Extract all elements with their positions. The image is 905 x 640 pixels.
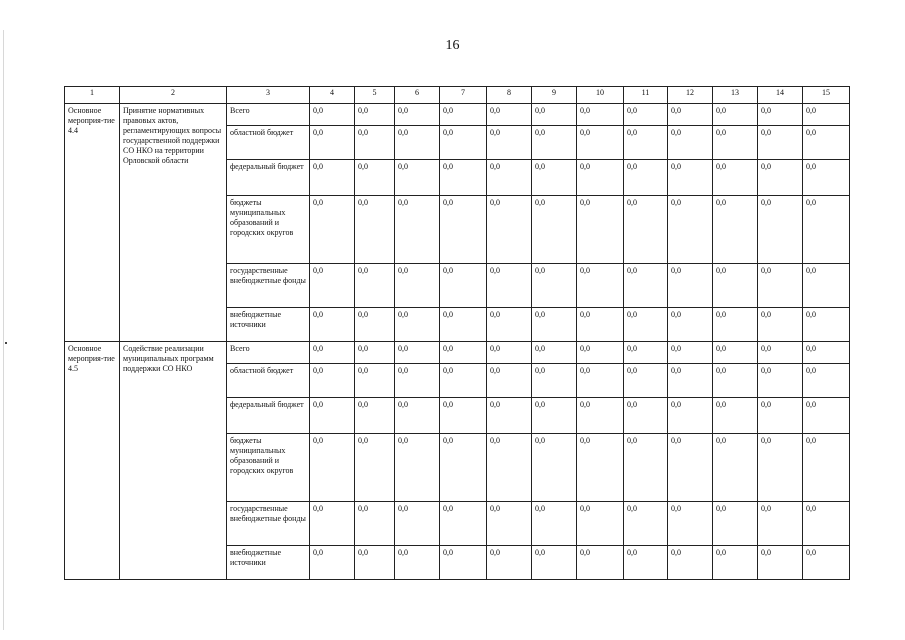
value-cell: 0,0 bbox=[577, 502, 624, 546]
value-cell: 0,0 bbox=[668, 264, 713, 308]
value-cell: 0,0 bbox=[487, 160, 532, 196]
value-cell: 0,0 bbox=[487, 126, 532, 160]
value-cell: 0,0 bbox=[310, 126, 355, 160]
value-cell: 0,0 bbox=[310, 502, 355, 546]
value-cell: 0,0 bbox=[487, 342, 532, 364]
funding-source-cell: бюджеты муниципальных образований и городских округов bbox=[227, 196, 310, 264]
value-cell: 0,0 bbox=[487, 264, 532, 308]
column-number-header: 14 bbox=[758, 87, 803, 104]
column-number-header: 1 bbox=[65, 87, 120, 104]
value-cell: 0,0 bbox=[487, 398, 532, 434]
column-number-header: 5 bbox=[355, 87, 395, 104]
value-cell: 0,0 bbox=[395, 364, 440, 398]
value-cell: 0,0 bbox=[487, 196, 532, 264]
funding-source-cell: федеральный бюджет bbox=[227, 398, 310, 434]
funding-source-cell: бюджеты муниципальных образований и городских округов bbox=[227, 434, 310, 502]
value-cell: 0,0 bbox=[713, 434, 758, 502]
value-cell: 0,0 bbox=[487, 434, 532, 502]
value-cell: 0,0 bbox=[758, 546, 803, 580]
value-cell: 0,0 bbox=[487, 546, 532, 580]
value-cell: 0,0 bbox=[577, 546, 624, 580]
funding-source-cell: федеральный бюджет bbox=[227, 160, 310, 196]
value-cell: 0,0 bbox=[803, 398, 850, 434]
value-cell: 0,0 bbox=[758, 160, 803, 196]
value-cell: 0,0 bbox=[668, 160, 713, 196]
activity-name-cell: Содействие реализации муниципальных программ поддержки СО НКО bbox=[120, 342, 227, 580]
value-cell: 0,0 bbox=[668, 398, 713, 434]
value-cell: 0,0 bbox=[624, 196, 668, 264]
budget-table bbox=[64, 86, 850, 580]
value-cell: 0,0 bbox=[532, 502, 577, 546]
value-cell: 0,0 bbox=[758, 502, 803, 546]
value-cell: 0,0 bbox=[487, 364, 532, 398]
value-cell: 0,0 bbox=[440, 264, 487, 308]
column-number-header: 13 bbox=[713, 87, 758, 104]
value-cell: 0,0 bbox=[395, 196, 440, 264]
value-cell: 0,0 bbox=[713, 308, 758, 342]
value-cell: 0,0 bbox=[577, 342, 624, 364]
value-cell: 0,0 bbox=[532, 434, 577, 502]
value-cell: 0,0 bbox=[355, 308, 395, 342]
funding-source-cell: Всего bbox=[227, 104, 310, 126]
value-cell: 0,0 bbox=[803, 196, 850, 264]
value-cell: 0,0 bbox=[713, 502, 758, 546]
value-cell: 0,0 bbox=[624, 546, 668, 580]
value-cell: 0,0 bbox=[440, 126, 487, 160]
column-number-header: 4 bbox=[310, 87, 355, 104]
value-cell: 0,0 bbox=[532, 160, 577, 196]
value-cell: 0,0 bbox=[355, 104, 395, 126]
value-cell: 0,0 bbox=[310, 364, 355, 398]
value-cell: 0,0 bbox=[355, 342, 395, 364]
value-cell: 0,0 bbox=[440, 160, 487, 196]
funding-source-cell: внебюджетные источники bbox=[227, 308, 310, 342]
column-number-header: 11 bbox=[624, 87, 668, 104]
value-cell: 0,0 bbox=[310, 398, 355, 434]
value-cell: 0,0 bbox=[355, 434, 395, 502]
value-cell: 0,0 bbox=[758, 342, 803, 364]
value-cell: 0,0 bbox=[713, 160, 758, 196]
column-number-header: 10 bbox=[577, 87, 624, 104]
value-cell: 0,0 bbox=[713, 104, 758, 126]
value-cell: 0,0 bbox=[577, 398, 624, 434]
value-cell: 0,0 bbox=[803, 364, 850, 398]
funding-source-cell: государственные внебюджетные фонды bbox=[227, 264, 310, 308]
value-cell: 0,0 bbox=[624, 502, 668, 546]
value-cell: 0,0 bbox=[668, 502, 713, 546]
activity-name-cell: Принятие нормативных правовых актов, регламентирующих вопросы государственной поддержки СО НКО на территории Орловской области bbox=[120, 104, 227, 342]
value-cell: 0,0 bbox=[532, 342, 577, 364]
value-cell: 0,0 bbox=[487, 104, 532, 126]
value-cell: 0,0 bbox=[577, 160, 624, 196]
column-number-header: 8 bbox=[487, 87, 532, 104]
value-cell: 0,0 bbox=[532, 364, 577, 398]
value-cell: 0,0 bbox=[532, 398, 577, 434]
value-cell: 0,0 bbox=[487, 502, 532, 546]
value-cell: 0,0 bbox=[440, 308, 487, 342]
activity-code-cell: Основное мероприя-тие 4.5 bbox=[65, 342, 120, 580]
value-cell: 0,0 bbox=[577, 196, 624, 264]
value-cell: 0,0 bbox=[355, 264, 395, 308]
funding-source-cell: Всего bbox=[227, 342, 310, 364]
value-cell: 0,0 bbox=[577, 264, 624, 308]
value-cell: 0,0 bbox=[310, 160, 355, 196]
value-cell: 0,0 bbox=[487, 308, 532, 342]
table-row bbox=[65, 342, 850, 364]
value-cell: 0,0 bbox=[668, 546, 713, 580]
value-cell: 0,0 bbox=[803, 546, 850, 580]
value-cell: 0,0 bbox=[803, 502, 850, 546]
value-cell: 0,0 bbox=[668, 126, 713, 160]
value-cell: 0,0 bbox=[803, 104, 850, 126]
value-cell: 0,0 bbox=[758, 398, 803, 434]
value-cell: 0,0 bbox=[310, 104, 355, 126]
value-cell: 0,0 bbox=[713, 196, 758, 264]
value-cell: 0,0 bbox=[803, 126, 850, 160]
funding-source-cell: областной бюджет bbox=[227, 364, 310, 398]
value-cell: 0,0 bbox=[395, 160, 440, 196]
value-cell: 0,0 bbox=[532, 126, 577, 160]
activity-code-cell: Основное мероприя-тие 4.4 bbox=[65, 104, 120, 342]
column-number-header: 7 bbox=[440, 87, 487, 104]
funding-source-cell: внебюджетные источники bbox=[227, 546, 310, 580]
value-cell: 0,0 bbox=[803, 264, 850, 308]
value-cell: 0,0 bbox=[355, 160, 395, 196]
value-cell: 0,0 bbox=[395, 342, 440, 364]
value-cell: 0,0 bbox=[668, 364, 713, 398]
value-cell: 0,0 bbox=[624, 126, 668, 160]
value-cell: 0,0 bbox=[624, 308, 668, 342]
value-cell: 0,0 bbox=[668, 104, 713, 126]
value-cell: 0,0 bbox=[713, 546, 758, 580]
value-cell: 0,0 bbox=[395, 502, 440, 546]
table-row bbox=[65, 104, 850, 126]
column-number-header: 12 bbox=[668, 87, 713, 104]
value-cell: 0,0 bbox=[577, 104, 624, 126]
value-cell: 0,0 bbox=[440, 342, 487, 364]
value-cell: 0,0 bbox=[355, 546, 395, 580]
value-cell: 0,0 bbox=[440, 364, 487, 398]
scan-mark bbox=[5, 342, 7, 344]
value-cell: 0,0 bbox=[355, 398, 395, 434]
value-cell: 0,0 bbox=[395, 546, 440, 580]
value-cell: 0,0 bbox=[803, 434, 850, 502]
value-cell: 0,0 bbox=[440, 546, 487, 580]
value-cell: 0,0 bbox=[624, 434, 668, 502]
column-number-header: 6 bbox=[395, 87, 440, 104]
value-cell: 0,0 bbox=[310, 196, 355, 264]
value-cell: 0,0 bbox=[758, 364, 803, 398]
value-cell: 0,0 bbox=[758, 104, 803, 126]
value-cell: 0,0 bbox=[532, 104, 577, 126]
value-cell: 0,0 bbox=[440, 196, 487, 264]
value-cell: 0,0 bbox=[395, 126, 440, 160]
page-number: 16 bbox=[445, 38, 460, 53]
value-cell: 0,0 bbox=[758, 196, 803, 264]
value-cell: 0,0 bbox=[577, 364, 624, 398]
value-cell: 0,0 bbox=[624, 264, 668, 308]
value-cell: 0,0 bbox=[577, 434, 624, 502]
value-cell: 0,0 bbox=[624, 160, 668, 196]
value-cell: 0,0 bbox=[532, 196, 577, 264]
value-cell: 0,0 bbox=[803, 342, 850, 364]
value-cell: 0,0 bbox=[758, 264, 803, 308]
value-cell: 0,0 bbox=[713, 264, 758, 308]
value-cell: 0,0 bbox=[577, 126, 624, 160]
value-cell: 0,0 bbox=[310, 308, 355, 342]
value-cell: 0,0 bbox=[713, 126, 758, 160]
value-cell: 0,0 bbox=[758, 126, 803, 160]
value-cell: 0,0 bbox=[395, 398, 440, 434]
value-cell: 0,0 bbox=[440, 502, 487, 546]
value-cell: 0,0 bbox=[624, 398, 668, 434]
value-cell: 0,0 bbox=[532, 546, 577, 580]
value-cell: 0,0 bbox=[713, 398, 758, 434]
value-cell: 0,0 bbox=[668, 434, 713, 502]
value-cell: 0,0 bbox=[395, 104, 440, 126]
value-cell: 0,0 bbox=[803, 160, 850, 196]
value-cell: 0,0 bbox=[624, 104, 668, 126]
value-cell: 0,0 bbox=[395, 434, 440, 502]
value-cell: 0,0 bbox=[668, 196, 713, 264]
column-number-header: 15 bbox=[803, 87, 850, 104]
value-cell: 0,0 bbox=[713, 342, 758, 364]
value-cell: 0,0 bbox=[577, 308, 624, 342]
column-number-row bbox=[65, 87, 850, 104]
value-cell: 0,0 bbox=[310, 546, 355, 580]
column-number-header: 3 bbox=[227, 87, 310, 104]
value-cell: 0,0 bbox=[395, 264, 440, 308]
value-cell: 0,0 bbox=[624, 342, 668, 364]
funding-source-cell: областной бюджет bbox=[227, 126, 310, 160]
value-cell: 0,0 bbox=[355, 502, 395, 546]
value-cell: 0,0 bbox=[440, 434, 487, 502]
value-cell: 0,0 bbox=[532, 264, 577, 308]
column-number-header: 2 bbox=[120, 87, 227, 104]
column-number-header: 9 bbox=[532, 87, 577, 104]
value-cell: 0,0 bbox=[310, 342, 355, 364]
value-cell: 0,0 bbox=[803, 308, 850, 342]
value-cell: 0,0 bbox=[310, 264, 355, 308]
value-cell: 0,0 bbox=[668, 342, 713, 364]
value-cell: 0,0 bbox=[624, 364, 668, 398]
value-cell: 0,0 bbox=[440, 104, 487, 126]
value-cell: 0,0 bbox=[713, 364, 758, 398]
value-cell: 0,0 bbox=[355, 126, 395, 160]
funding-source-cell: государственные внебюджетные фонды bbox=[227, 502, 310, 546]
value-cell: 0,0 bbox=[758, 308, 803, 342]
value-cell: 0,0 bbox=[440, 398, 487, 434]
value-cell: 0,0 bbox=[532, 308, 577, 342]
scan-edge-line bbox=[3, 30, 4, 630]
value-cell: 0,0 bbox=[355, 364, 395, 398]
value-cell: 0,0 bbox=[355, 196, 395, 264]
value-cell: 0,0 bbox=[310, 434, 355, 502]
value-cell: 0,0 bbox=[668, 308, 713, 342]
value-cell: 0,0 bbox=[758, 434, 803, 502]
value-cell: 0,0 bbox=[395, 308, 440, 342]
